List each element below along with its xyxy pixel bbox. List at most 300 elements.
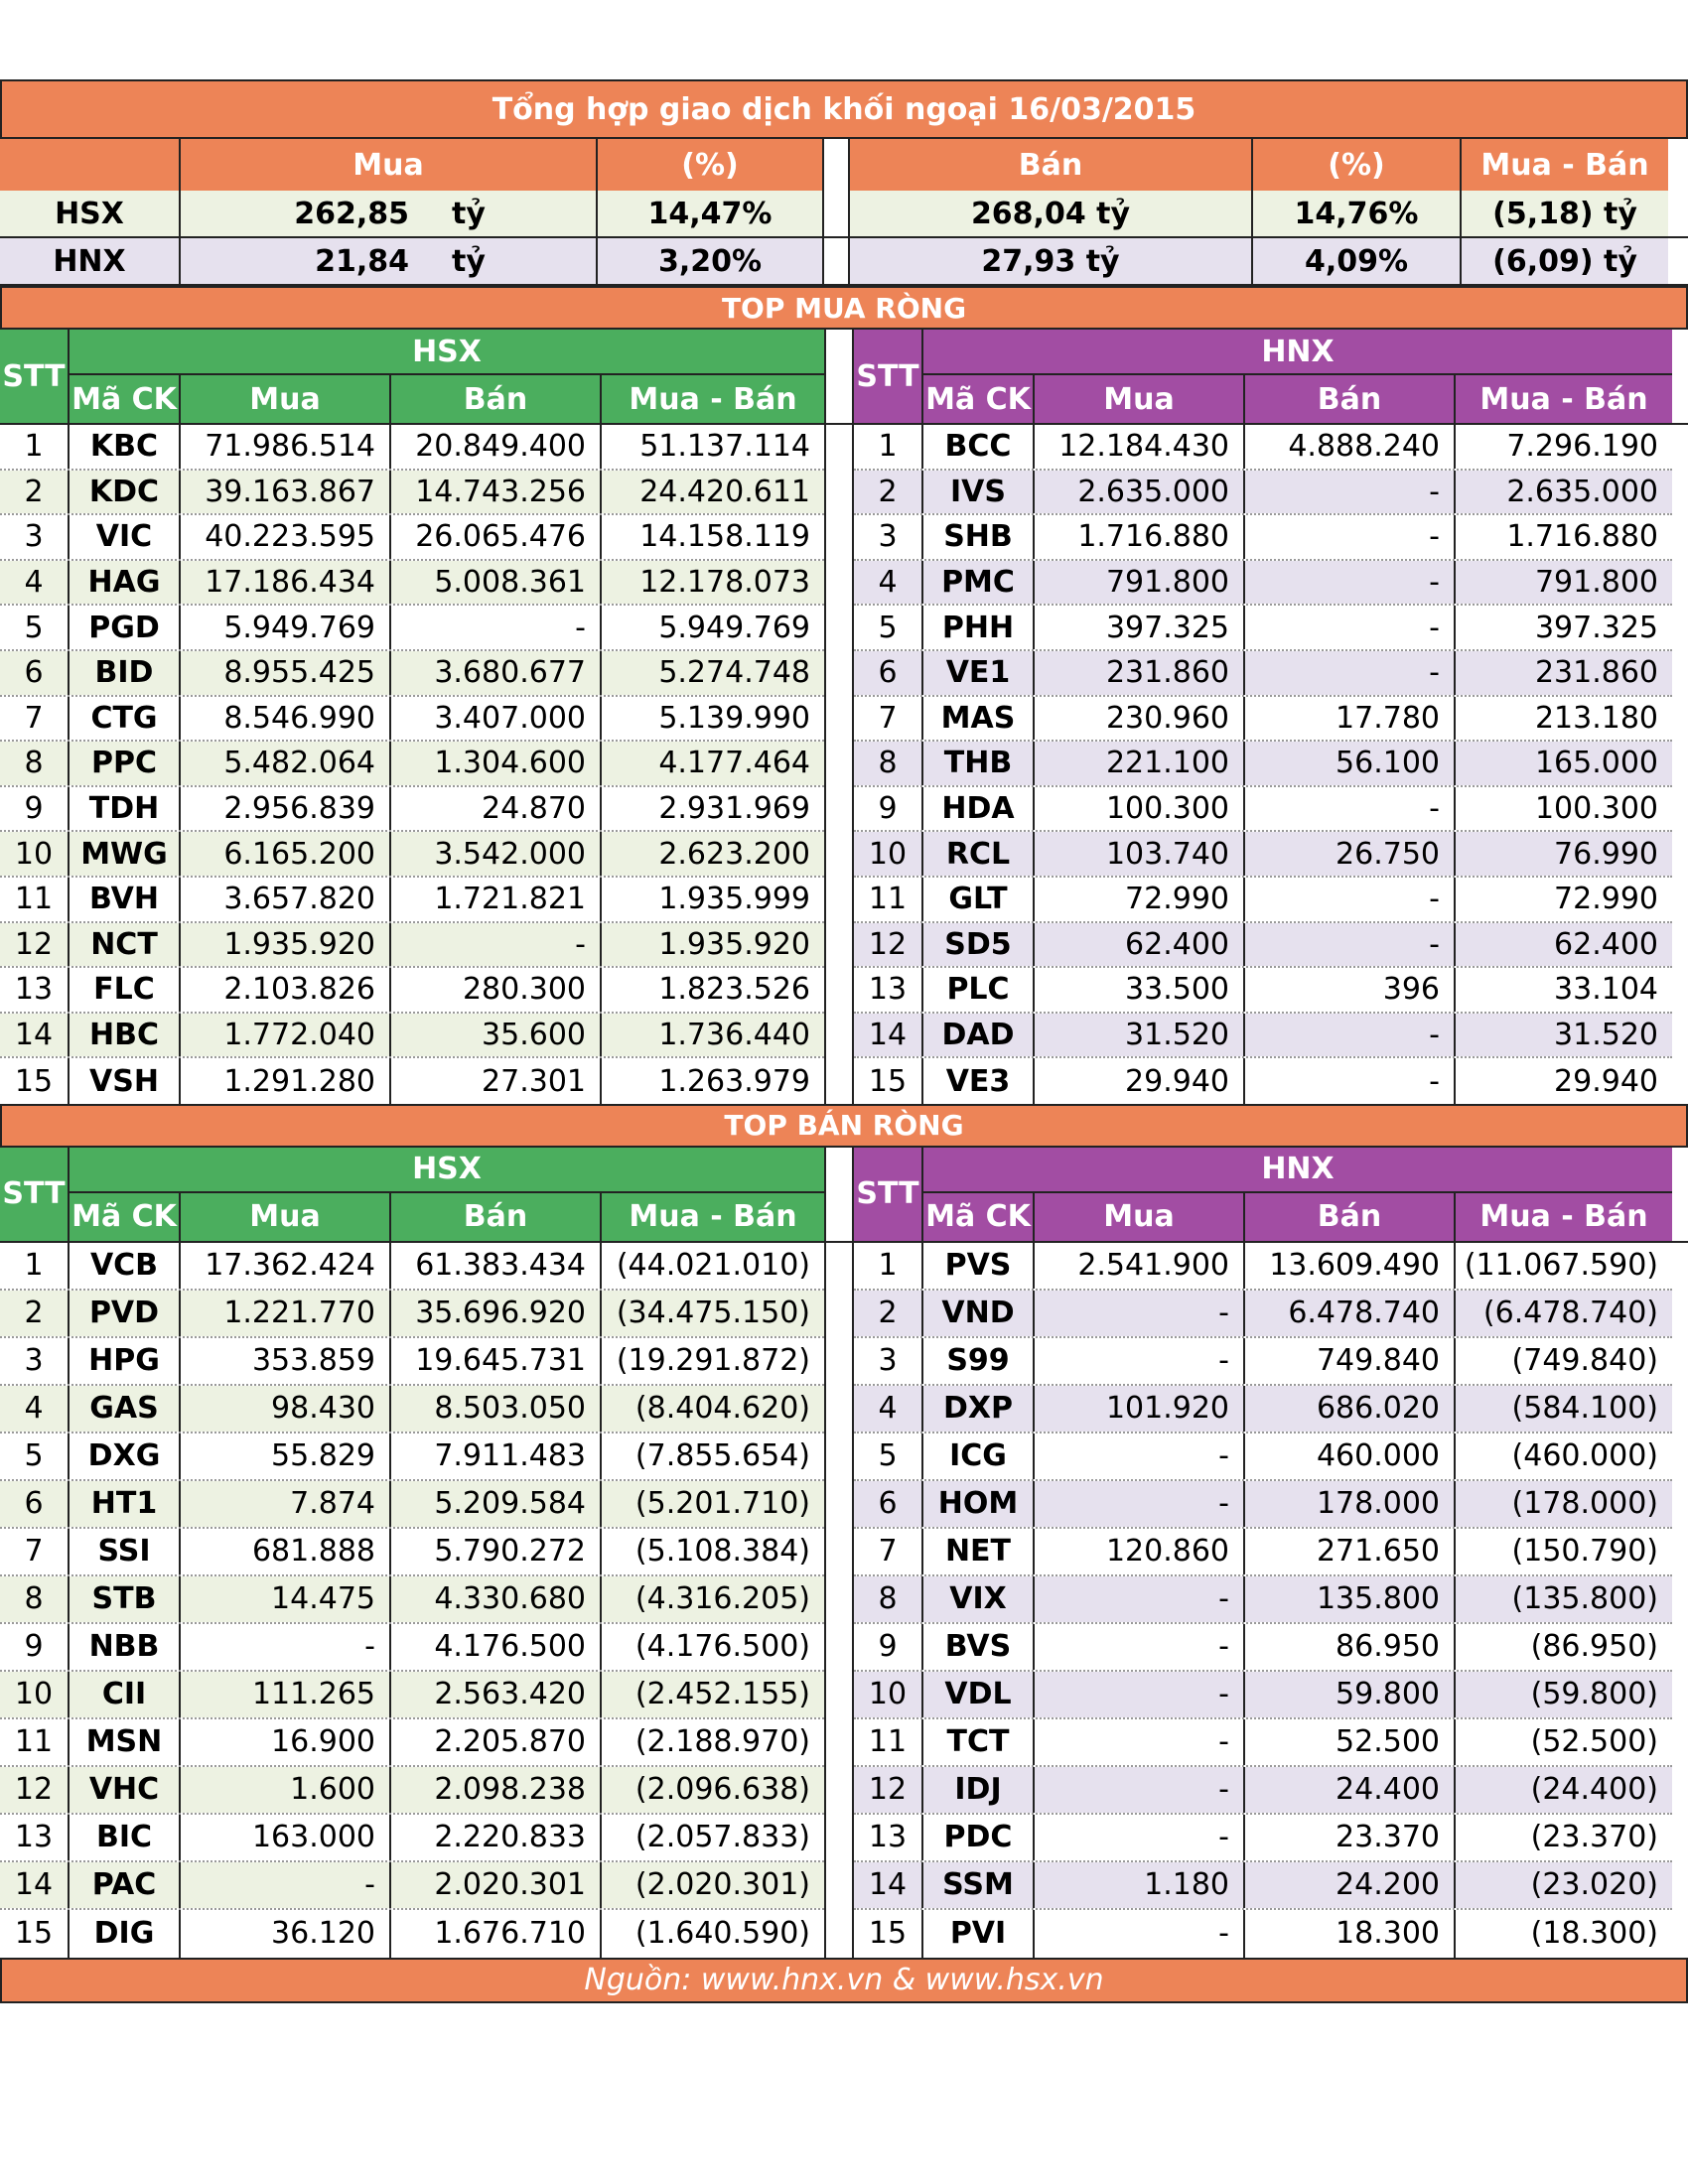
mua-cell: 98.430: [181, 1386, 391, 1432]
table-row: [0, 1386, 824, 1433]
ban-cell: 61.383.434: [391, 1243, 602, 1289]
left-panel-header: [0, 330, 824, 423]
ticker-cell: GLT: [923, 878, 1035, 921]
ticker-cell: HT1: [70, 1481, 181, 1527]
ticker-cell: KBC: [70, 425, 181, 469]
ma-header: Mã CK: [923, 375, 1035, 423]
mua-cell: 16.900: [181, 1719, 391, 1765]
stt-header: STT: [854, 330, 923, 423]
stt-cell: 14: [854, 1862, 923, 1908]
summary-mua: [181, 238, 598, 284]
panel-separator: [824, 330, 854, 423]
table-row: [854, 1433, 1672, 1481]
stt-cell: 9: [854, 787, 923, 831]
stt-cell: 6: [0, 651, 70, 695]
ticker-cell: PMC: [923, 561, 1035, 605]
stt-cell: 7: [854, 1529, 923, 1574]
ban-cell: 396: [1245, 968, 1456, 1012]
stt-cell: 3: [0, 1338, 70, 1384]
ban-cell: 280.300: [391, 968, 602, 1012]
net-header: Mua - Bán: [1456, 375, 1672, 423]
ticker-cell: DAD: [923, 1014, 1035, 1057]
mua-cell: 1.180: [1035, 1862, 1245, 1908]
mua-cell: 1.600: [181, 1767, 391, 1813]
right-header-stack: [923, 330, 1672, 423]
summary-net: (6,09) tỷ: [1462, 238, 1668, 284]
summary-row-hsx: [0, 191, 1688, 238]
table-row: [854, 1767, 1672, 1815]
net-cell: 76.990: [1456, 832, 1672, 876]
ticker-cell: SSI: [70, 1529, 181, 1574]
net-cell: 213.180: [1456, 697, 1672, 741]
mua-cell: 3.657.820: [181, 878, 391, 921]
mua-cell: 103.740: [1035, 832, 1245, 876]
table-row: [854, 1862, 1672, 1910]
ban-cell: 2.020.301: [391, 1862, 602, 1908]
mua-cell: 14.475: [181, 1576, 391, 1622]
stt-cell: 4: [0, 1386, 70, 1432]
table-row: [854, 1058, 1672, 1104]
stt-cell: 6: [854, 651, 923, 695]
ban-cell: 2.220.833: [391, 1815, 602, 1860]
table-row: [0, 1719, 824, 1767]
net-cell: (2.188.970): [602, 1719, 824, 1765]
ticker-cell: VCB: [70, 1243, 181, 1289]
ticker-cell: PPC: [70, 742, 181, 785]
net-cell: (52.500): [1456, 1719, 1672, 1765]
ticker-cell: MWG: [70, 832, 181, 876]
mua-cell: -: [1035, 1576, 1245, 1622]
ban-cell: 24.200: [1245, 1862, 1456, 1908]
stt-cell: 11: [854, 878, 923, 921]
right-column-headers: [923, 375, 1672, 423]
net-cell: (6.478.740): [1456, 1291, 1672, 1336]
net-cell: (1.640.590): [602, 1910, 824, 1958]
section-header: [0, 330, 1688, 425]
right-exchange-header: HNX: [923, 1148, 1672, 1193]
mua-cell: 101.920: [1035, 1386, 1245, 1432]
stt-cell: 3: [854, 1338, 923, 1384]
right-column-headers: [923, 1193, 1672, 1241]
mua-cell: 221.100: [1035, 742, 1245, 785]
net-cell: (150.790): [1456, 1529, 1672, 1574]
summary-mua-unit: tỷ: [452, 196, 486, 231]
stt-cell: 3: [0, 515, 70, 559]
table-row: [0, 606, 824, 651]
net-cell: 5.274.748: [602, 651, 824, 695]
table-row: [0, 1014, 824, 1059]
net-cell: (2.057.833): [602, 1815, 824, 1860]
stt-cell: 1: [854, 1243, 923, 1289]
table-row: [854, 832, 1672, 878]
net-cell: 24.420.611: [602, 471, 824, 514]
ban-cell: 59.800: [1245, 1672, 1456, 1717]
net-cell: 791.800: [1456, 561, 1672, 605]
table-row: [854, 1576, 1672, 1624]
stt-cell: 2: [0, 1291, 70, 1336]
ban-cell: 35.600: [391, 1014, 602, 1057]
stt-cell: 12: [854, 1767, 923, 1813]
ban-cell: -: [1245, 1058, 1456, 1104]
table-row: [0, 1624, 824, 1672]
summary-header: [0, 139, 1688, 191]
ticker-cell: HBC: [70, 1014, 181, 1057]
net-cell: 1.736.440: [602, 1014, 824, 1057]
ban-cell: 26.750: [1245, 832, 1456, 876]
mua-header: Mua: [1035, 1193, 1245, 1241]
left-panel-body: [0, 1243, 824, 1958]
panel-separator: [824, 1243, 854, 1958]
ticker-cell: HPG: [70, 1338, 181, 1384]
section-body: [0, 425, 1688, 1104]
ban-cell: 135.800: [1245, 1576, 1456, 1622]
table-row: [854, 1243, 1672, 1291]
net-cell: (86.950): [1456, 1624, 1672, 1670]
mua-cell: -: [1035, 1910, 1245, 1958]
net-cell: (19.291.872): [602, 1338, 824, 1384]
ban-cell: 56.100: [1245, 742, 1456, 785]
ban-cell: 8.503.050: [391, 1386, 602, 1432]
ticker-cell: VIC: [70, 515, 181, 559]
summary-exchange: HNX: [0, 238, 181, 284]
ticker-cell: HDA: [923, 787, 1035, 831]
table-row: [854, 1386, 1672, 1433]
net-cell: 100.300: [1456, 787, 1672, 831]
ticker-cell: DXG: [70, 1433, 181, 1479]
ma-header: Mã CK: [70, 1193, 181, 1241]
mua-cell: 29.940: [1035, 1058, 1245, 1104]
summary-corner: [0, 139, 181, 191]
ban-cell: 4.888.240: [1245, 425, 1456, 469]
ticker-cell: PVD: [70, 1291, 181, 1336]
ticker-cell: NCT: [70, 923, 181, 967]
ban-cell: 13.609.490: [1245, 1243, 1456, 1289]
ban-cell: 1.721.821: [391, 878, 602, 921]
ticker-cell: S99: [923, 1338, 1035, 1384]
net-cell: 165.000: [1456, 742, 1672, 785]
table-row: [854, 1338, 1672, 1386]
ban-header: Bán: [1245, 1193, 1456, 1241]
ticker-cell: ICG: [923, 1433, 1035, 1479]
table-row: [0, 968, 824, 1014]
net-cell: 72.990: [1456, 878, 1672, 921]
net-cell: 1.263.979: [602, 1058, 824, 1104]
stt-cell: 12: [854, 923, 923, 967]
ban-cell: 20.849.400: [391, 425, 602, 469]
mua-cell: 62.400: [1035, 923, 1245, 967]
section-header: [0, 1148, 1688, 1243]
net-cell: 14.158.119: [602, 515, 824, 559]
stt-cell: 15: [0, 1910, 70, 1958]
mua-cell: 5.482.064: [181, 742, 391, 785]
ban-cell: 24.400: [1245, 1767, 1456, 1813]
stt-cell: 5: [0, 1433, 70, 1479]
mua-cell: 163.000: [181, 1815, 391, 1860]
table-row: [0, 1672, 824, 1719]
ticker-cell: MAS: [923, 697, 1035, 741]
net-cell: (135.800): [1456, 1576, 1672, 1622]
ban-cell: 5.008.361: [391, 561, 602, 605]
ban-cell: 1.304.600: [391, 742, 602, 785]
table-row: [0, 515, 824, 561]
ban-cell: 23.370: [1245, 1815, 1456, 1860]
net-cell: (2.020.301): [602, 1862, 824, 1908]
stt-cell: 3: [854, 515, 923, 559]
ban-cell: 7.911.483: [391, 1433, 602, 1479]
left-header-stack: [70, 1148, 824, 1241]
net-cell: 51.137.114: [602, 425, 824, 469]
mua-cell: 8.546.990: [181, 697, 391, 741]
section-body: [0, 1243, 1688, 1958]
right-panel-header: [854, 330, 1672, 423]
table-row: [0, 923, 824, 969]
table-row: [854, 1910, 1672, 1958]
stt-cell: 1: [0, 1243, 70, 1289]
mua-header: Mua: [181, 1193, 391, 1241]
stt-cell: 6: [854, 1481, 923, 1527]
ban-header: Bán: [1245, 375, 1456, 423]
ma-header: Mã CK: [70, 375, 181, 423]
stt-cell: 11: [854, 1719, 923, 1765]
ban-cell: 27.301: [391, 1058, 602, 1104]
stt-cell: 13: [0, 1815, 70, 1860]
stt-cell: 2: [854, 471, 923, 514]
ticker-cell: VHC: [70, 1767, 181, 1813]
ban-cell: -: [1245, 651, 1456, 695]
mua-cell: 120.860: [1035, 1529, 1245, 1574]
mua-cell: 12.184.430: [1035, 425, 1245, 469]
section-title: TOP MUA RÒNG: [0, 286, 1688, 330]
mua-cell: 17.362.424: [181, 1243, 391, 1289]
stt-header: STT: [0, 1148, 70, 1241]
summary-net: (5,18) tỷ: [1462, 191, 1668, 236]
ticker-cell: PVS: [923, 1243, 1035, 1289]
summary-separator: [824, 191, 850, 236]
stt-cell: 14: [0, 1862, 70, 1908]
sections: [0, 286, 1688, 1958]
stt-cell: 13: [854, 968, 923, 1012]
table-row: [0, 1767, 824, 1815]
stt-cell: 7: [0, 1529, 70, 1574]
stt-header: STT: [854, 1148, 923, 1241]
mua-cell: 17.186.434: [181, 561, 391, 605]
mua-cell: 230.960: [1035, 697, 1245, 741]
stt-cell: 8: [0, 742, 70, 785]
ticker-cell: KDC: [70, 471, 181, 514]
table-row: [0, 1338, 824, 1386]
stt-cell: 6: [0, 1481, 70, 1527]
ban-cell: -: [1245, 923, 1456, 967]
ticker-cell: CTG: [70, 697, 181, 741]
table-row: [0, 1815, 824, 1862]
mua-cell: 55.829: [181, 1433, 391, 1479]
ban-cell: 686.020: [1245, 1386, 1456, 1432]
ban-cell: 2.098.238: [391, 1767, 602, 1813]
net-cell: 1.823.526: [602, 968, 824, 1012]
mua-cell: -: [1035, 1433, 1245, 1479]
summary-mua-unit: tỷ: [452, 243, 486, 279]
ticker-cell: BVH: [70, 878, 181, 921]
mua-header: Mua: [181, 375, 391, 423]
ticker-cell: PLC: [923, 968, 1035, 1012]
ticker-cell: GAS: [70, 1386, 181, 1432]
right-exchange-header: HNX: [923, 330, 1672, 375]
ban-cell: 271.650: [1245, 1529, 1456, 1574]
stt-cell: 13: [854, 1815, 923, 1860]
table-row: [854, 561, 1672, 607]
table-row: [0, 1243, 824, 1291]
stt-cell: 10: [0, 1672, 70, 1717]
net-cell: (5.108.384): [602, 1529, 824, 1574]
ban-cell: -: [391, 923, 602, 967]
ticker-cell: THB: [923, 742, 1035, 785]
ticker-cell: VE3: [923, 1058, 1035, 1104]
ticker-cell: NET: [923, 1529, 1035, 1574]
net-cell: (4.176.500): [602, 1624, 824, 1670]
net-cell: 1.716.880: [1456, 515, 1672, 559]
stt-cell: 15: [854, 1910, 923, 1958]
table-row: [0, 471, 824, 516]
stt-cell: 9: [0, 1624, 70, 1670]
ban-cell: 5.209.584: [391, 1481, 602, 1527]
ticker-cell: SSM: [923, 1862, 1035, 1908]
table-row: [854, 742, 1672, 787]
table-row: [854, 697, 1672, 743]
ban-cell: 4.330.680: [391, 1576, 602, 1622]
table-row: [854, 471, 1672, 516]
ban-header: Bán: [391, 1193, 602, 1241]
table-row: [854, 1014, 1672, 1059]
summary-mua-pct: 3,20%: [598, 238, 824, 284]
summary-ban-pct: 14,76%: [1253, 191, 1462, 236]
table-row: [854, 1719, 1672, 1767]
summary-separator: [824, 238, 850, 284]
summary-row-hnx: [0, 238, 1688, 286]
ticker-cell: PAC: [70, 1862, 181, 1908]
ticker-cell: DXP: [923, 1386, 1035, 1432]
stt-cell: 13: [0, 968, 70, 1012]
summary-pct2-header: (%): [1253, 139, 1462, 191]
ticker-cell: HOM: [923, 1481, 1035, 1527]
stt-cell: 15: [0, 1058, 70, 1104]
stt-cell: 9: [854, 1624, 923, 1670]
table-row: [854, 1815, 1672, 1862]
net-cell: 7.296.190: [1456, 425, 1672, 469]
net-cell: 1.935.920: [602, 923, 824, 967]
sheet-title: Tổng hợp giao dịch khối ngoại 16/03/2015: [0, 79, 1688, 139]
mua-cell: 681.888: [181, 1529, 391, 1574]
net-cell: (11.067.590): [1456, 1243, 1672, 1289]
mua-cell: 8.955.425: [181, 651, 391, 695]
table-row: [854, 968, 1672, 1014]
ban-cell: 2.205.870: [391, 1719, 602, 1765]
net-cell: 33.104: [1456, 968, 1672, 1012]
net-cell: (18.300): [1456, 1910, 1672, 1958]
mua-cell: 71.986.514: [181, 425, 391, 469]
ticker-cell: STB: [70, 1576, 181, 1622]
stt-cell: 2: [0, 471, 70, 514]
ban-cell: 460.000: [1245, 1433, 1456, 1479]
ticker-cell: HAG: [70, 561, 181, 605]
net-cell: (23.370): [1456, 1815, 1672, 1860]
ticker-cell: PVI: [923, 1910, 1035, 1958]
ban-cell: 3.680.677: [391, 651, 602, 695]
ban-cell: 4.176.500: [391, 1624, 602, 1670]
ticker-cell: VDL: [923, 1672, 1035, 1717]
net-cell: (178.000): [1456, 1481, 1672, 1527]
ban-cell: 749.840: [1245, 1338, 1456, 1384]
ban-cell: -: [1245, 878, 1456, 921]
net-cell: (7.855.654): [602, 1433, 824, 1479]
net-cell: 231.860: [1456, 651, 1672, 695]
summary-mua-value: 262,85: [294, 196, 409, 231]
table-row: [0, 1481, 824, 1529]
mua-cell: -: [1035, 1291, 1245, 1336]
summary-mua-header: Mua: [181, 139, 598, 191]
ban-cell: 1.676.710: [391, 1910, 602, 1958]
ban-cell: -: [1245, 471, 1456, 514]
stt-cell: 7: [854, 697, 923, 741]
mua-cell: -: [1035, 1719, 1245, 1765]
foreign-trading-sheet: [0, 79, 1688, 2003]
table-row: [854, 787, 1672, 833]
net-cell: 5.139.990: [602, 697, 824, 741]
left-exchange-header: HSX: [70, 330, 824, 375]
mua-cell: 40.223.595: [181, 515, 391, 559]
mua-cell: -: [1035, 1815, 1245, 1860]
mua-cell: 7.874: [181, 1481, 391, 1527]
stt-cell: 8: [854, 742, 923, 785]
summary-ban-pct: 4,09%: [1253, 238, 1462, 284]
ticker-cell: PDC: [923, 1815, 1035, 1860]
net-cell: (584.100): [1456, 1386, 1672, 1432]
ticker-cell: PHH: [923, 606, 1035, 649]
ticker-cell: BVS: [923, 1624, 1035, 1670]
summary-ban-header: Bán: [850, 139, 1253, 191]
summary-ban: 27,93 tỷ: [850, 238, 1253, 284]
net-cell: 2.931.969: [602, 787, 824, 831]
ticker-cell: FLC: [70, 968, 181, 1012]
summary-net-header: Mua - Bán: [1462, 139, 1668, 191]
table-row: [0, 1433, 824, 1481]
section-title: TOP BÁN RÒNG: [0, 1104, 1688, 1148]
ban-cell: 3.407.000: [391, 697, 602, 741]
stt-header: STT: [0, 330, 70, 423]
net-cell: (44.021.010): [602, 1243, 824, 1289]
net-header: Mua - Bán: [1456, 1193, 1672, 1241]
summary-ban: 268,04 tỷ: [850, 191, 1253, 236]
mua-cell: 2.541.900: [1035, 1243, 1245, 1289]
net-cell: (24.400): [1456, 1767, 1672, 1813]
mua-cell: 5.949.769: [181, 606, 391, 649]
net-cell: 29.940: [1456, 1058, 1672, 1104]
ticker-cell: SD5: [923, 923, 1035, 967]
ban-cell: 178.000: [1245, 1481, 1456, 1527]
mua-cell: -: [181, 1862, 391, 1908]
table-row: [0, 651, 824, 697]
table-row: [854, 878, 1672, 923]
ban-cell: -: [1245, 515, 1456, 559]
ticker-cell: NBB: [70, 1624, 181, 1670]
ban-cell: -: [1245, 606, 1456, 649]
ticker-cell: RCL: [923, 832, 1035, 876]
stt-cell: 5: [0, 606, 70, 649]
ban-cell: 35.696.920: [391, 1291, 602, 1336]
stt-cell: 9: [0, 787, 70, 831]
stt-cell: 14: [0, 1014, 70, 1057]
stt-cell: 5: [854, 606, 923, 649]
net-cell: (460.000): [1456, 1433, 1672, 1479]
